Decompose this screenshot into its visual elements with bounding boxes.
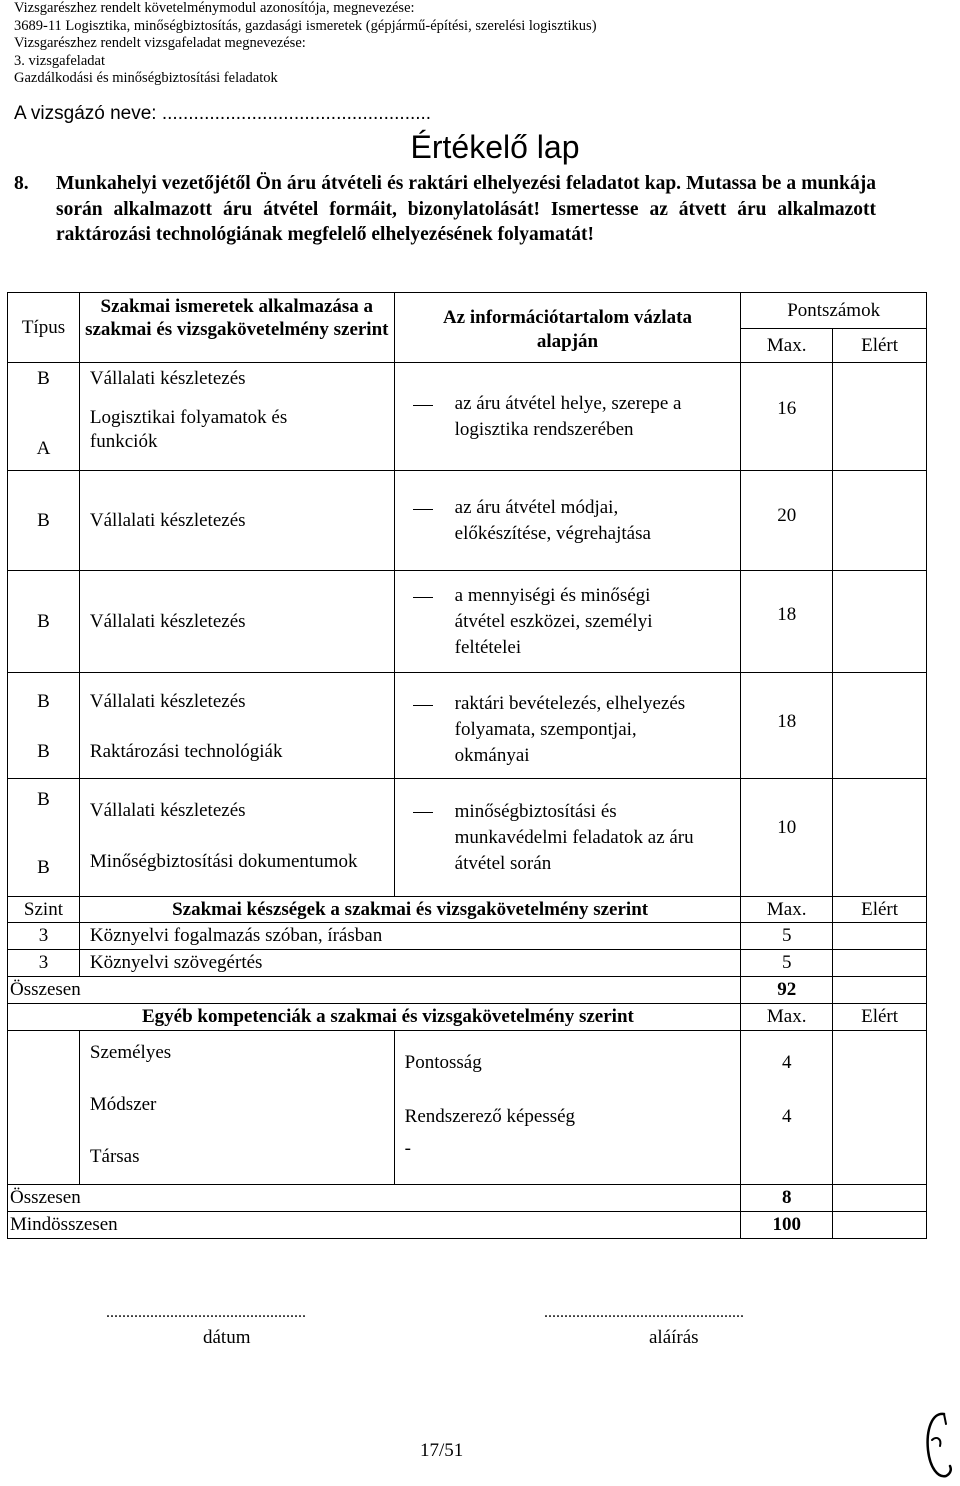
max-cell: 10 xyxy=(741,779,833,897)
skill-max: 5 xyxy=(741,923,833,950)
topic-cell: Vállalati készletezés Logisztikai folyamatok és funkciók xyxy=(79,363,394,471)
skills-achieved-head: Elért xyxy=(833,897,927,923)
header-line-5: Gazdálkodási és minőségbiztosítási feladatok xyxy=(14,70,278,86)
col-head-points: Pontszámok xyxy=(741,293,927,329)
skill-level: 3 xyxy=(8,950,80,977)
col-head-max: Max. xyxy=(741,329,833,363)
type-cell: B xyxy=(8,471,80,571)
table-row xyxy=(8,950,927,977)
competence-category: Módszer xyxy=(89,1094,157,1115)
competence-categories xyxy=(79,1031,394,1185)
grand-total-achieved-cell[interactable] xyxy=(833,1212,927,1239)
task-text: Munkahelyi vezetőjétől Ön áru átvételi és raktári elhelyezési feladatot kap. Mutassa be a munkája során alkalmazott áru átvétel formáit, bizonylatolását! Ismertesse az átvett áru alkalmazott raktározási technológiának megfelelő elhelyezésének folyamatát! xyxy=(56,173,876,245)
col-head-type: Típus xyxy=(8,293,80,363)
competence-item: Rendszerező képesség xyxy=(404,1106,576,1127)
table-row xyxy=(8,571,927,673)
date-label: dátum xyxy=(203,1327,251,1348)
competences-body-row xyxy=(8,1031,927,1185)
page-title: Értékelő lap xyxy=(410,129,580,165)
content-cell: az áru átvétel módjai, előkészítése, végrehajtása xyxy=(394,471,741,571)
table-row xyxy=(8,471,927,571)
table-row xyxy=(8,923,927,950)
content-cell: az áru átvétel helye, szerepe a logisztika rendszerében xyxy=(394,363,741,471)
competences-empty-cell xyxy=(8,1031,80,1185)
total-achieved-cell[interactable] xyxy=(833,1185,927,1212)
type-cell: B A xyxy=(8,363,80,471)
signature-line: .................................................. xyxy=(544,1304,744,1321)
skills-header-row xyxy=(8,897,927,923)
total-row xyxy=(8,977,927,1004)
topic-cell: Vállalati készletezés Minőségbiztosítási dokumentumok xyxy=(79,779,394,897)
total-achieved-cell[interactable] xyxy=(833,977,927,1004)
achieved-cell[interactable] xyxy=(833,779,927,897)
task-description xyxy=(14,171,876,248)
col-head-knowledge: Szakmai ismeretek alkalmazása a szakmai és vizsgakövetelmény szerint xyxy=(79,293,394,363)
skills-title: Szakmai készségek a szakmai és vizsgakövetelmény szerint xyxy=(79,897,740,923)
skill-max: 5 xyxy=(741,950,833,977)
grand-total-label: Mindösszesen xyxy=(8,1212,741,1239)
total-label: Összesen xyxy=(8,977,741,1004)
competence-max: 4 4 xyxy=(741,1031,833,1185)
topic-cell: Vállalati készletezés xyxy=(79,471,394,571)
header-line-3: Vizsgarészhez rendelt vizsgafeladat megnevezése: xyxy=(14,35,306,51)
achieved-cell[interactable] xyxy=(833,363,927,471)
type-cell: B B xyxy=(8,779,80,897)
evaluation-table xyxy=(7,292,927,1239)
document-header xyxy=(14,0,597,88)
table-row xyxy=(8,779,927,897)
competences-achieved-head: Elért xyxy=(833,1004,927,1031)
competence-items xyxy=(394,1031,741,1185)
topic-cell: Vállalati készletezés xyxy=(79,571,394,673)
max-cell: 18 xyxy=(741,673,833,779)
competence-category: Személyes xyxy=(89,1042,172,1063)
competence-achieved-cell[interactable] xyxy=(833,1031,927,1185)
table-row xyxy=(8,363,927,471)
content-cell: raktári bevételezés, elhelyezés folyamata, szempontjai, okmányai xyxy=(394,673,741,779)
skills-max-head: Max. xyxy=(741,897,833,923)
competence-item: Pontosság xyxy=(404,1052,482,1073)
header-line-4: 3. vizsgafeladat xyxy=(14,52,105,69)
skill-name: Köznyelvi fogalmazás szóban, írásban xyxy=(79,923,740,950)
content-cell: minőségbiztosítási és munkavédelmi feladatok az áru átvétel során xyxy=(394,779,741,897)
col-head-outline: Az információtartalom vázlata alapján xyxy=(394,293,741,363)
candidate-name-line: A vizsgázó neve: ................................................... xyxy=(14,103,432,124)
table-row xyxy=(8,673,927,779)
handwritten-signature xyxy=(922,1410,956,1482)
skill-name: Köznyelvi szövegértés xyxy=(79,950,740,977)
page-number: 17/51 xyxy=(420,1440,464,1461)
total-value: 8 xyxy=(741,1185,833,1212)
competences-max-head: Max. xyxy=(741,1004,833,1031)
type-cell: B B xyxy=(8,673,80,779)
achieved-cell[interactable] xyxy=(833,471,927,571)
grand-total-row xyxy=(8,1212,927,1239)
signature-label: aláírás xyxy=(649,1327,699,1348)
achieved-cell[interactable] xyxy=(833,571,927,673)
max-cell: 16 xyxy=(741,363,833,471)
competences-header-row xyxy=(8,1004,927,1031)
skill-achieved-cell[interactable] xyxy=(833,923,927,950)
skills-level-head: Szint xyxy=(8,897,80,923)
competence-item: - xyxy=(404,1138,411,1159)
content-cell: a mennyiségi és minőségi átvétel eszközei, személyi feltételei xyxy=(394,571,741,673)
competences-title: Egyéb kompetenciák a szakmai és vizsgakövetelmény szerint xyxy=(8,1004,741,1031)
col-head-achieved: Elért xyxy=(833,329,927,363)
total-value: 92 xyxy=(741,977,833,1004)
skill-achieved-cell[interactable] xyxy=(833,950,927,977)
header-line-2: 3689-11 Logisztika, minőségbiztosítás, gazdasági ismeretek (gépjármű-építési, szerelési logisztikus) xyxy=(14,17,597,34)
topic-cell: Vállalati készletezés Raktározási technológiák xyxy=(79,673,394,779)
task-number: 8. xyxy=(14,173,29,194)
date-line: .................................................. xyxy=(106,1304,306,1321)
type-cell: B xyxy=(8,571,80,673)
competence-category: Társas xyxy=(89,1146,140,1167)
max-cell: 18 xyxy=(741,571,833,673)
skill-level: 3 xyxy=(8,923,80,950)
grand-total-value: 100 xyxy=(741,1212,833,1239)
header-line-1: Vizsgarészhez rendelt követelménymodul azonosítója, megnevezése: xyxy=(14,0,415,16)
max-cell: 20 xyxy=(741,471,833,571)
achieved-cell[interactable] xyxy=(833,673,927,779)
total-row xyxy=(8,1185,927,1212)
total-label: Összesen xyxy=(8,1185,741,1212)
